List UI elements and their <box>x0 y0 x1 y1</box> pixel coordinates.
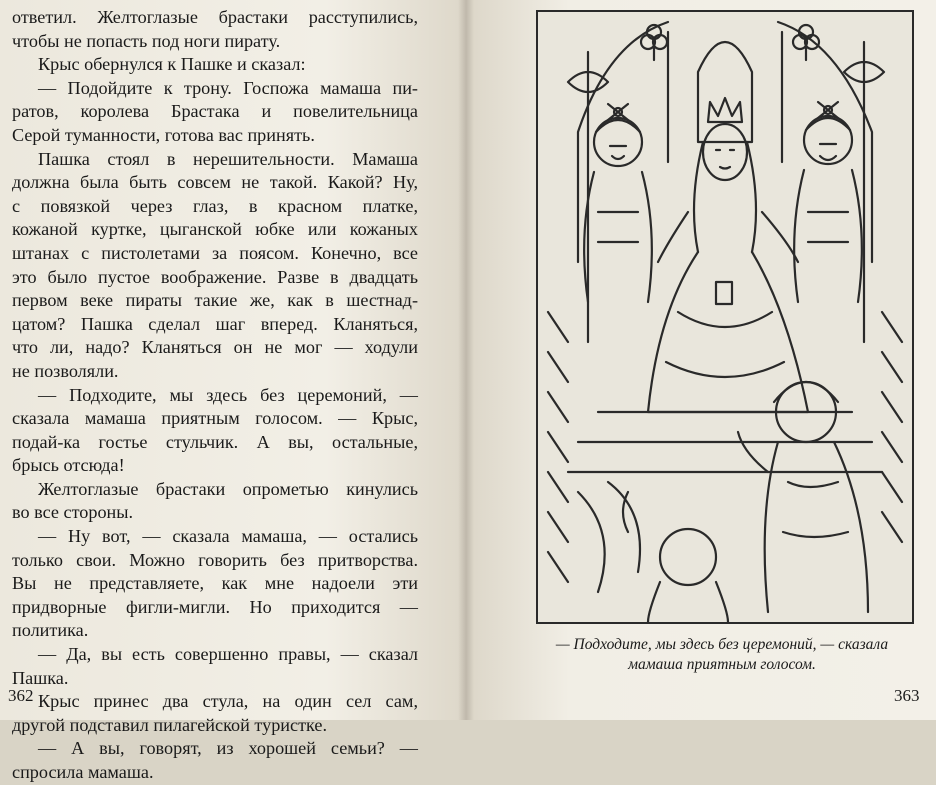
text-line: сказала мамаша приятным голосом. — Крыс, <box>12 408 418 429</box>
throne-scene-drawing <box>538 12 912 622</box>
text-line: другой подставил пилагейской туристке. <box>12 714 328 735</box>
text-line: — А вы, говорят, из хорошей семьи? — <box>38 738 418 759</box>
text-line: что ли, надо? Кланяться он не мог — ходули <box>12 337 418 358</box>
text-line: Серой туманности, готова вас принять. <box>12 124 315 145</box>
text-line: не позволяли. <box>12 360 119 381</box>
hatching <box>548 312 568 582</box>
text-line: — Да, вы есть совершенно правы, — сказал <box>38 644 418 665</box>
left-page-text <box>12 6 418 785</box>
text-line: Пашка стоял в нерешительности. Мамаша <box>38 148 418 169</box>
text-line: Крыс принес два стула, на один сел сам, <box>38 691 418 712</box>
illustration-caption <box>512 635 932 675</box>
left-guard <box>584 104 652 302</box>
text-line: Вы не представляете, как мне надоели эти <box>12 573 418 594</box>
queen-figure <box>648 98 808 412</box>
text-line: подай-ка гостье стульчик. А вы, остальные, <box>12 431 418 452</box>
text-line: брысь отсюда! <box>12 455 125 476</box>
right-guard <box>794 102 862 302</box>
text-line: Желтоглазые брастаки опрометью кинулись <box>38 478 418 499</box>
text-line: — Подойдите к трону. Госпожа мамаша пи- <box>38 77 418 98</box>
cat-pirate <box>738 382 868 612</box>
throne-back <box>698 42 752 142</box>
text-line: только свои. Можно говорить без притворства. <box>12 549 418 570</box>
text-line: штанах с пистолетами за поясом. Конечно, все <box>12 242 418 263</box>
text-line: кожаной куртке, цыганской юбке или кожаных <box>12 219 418 240</box>
text-line: чтобы не попасть под ноги пирату. <box>12 30 281 51</box>
text-line: цатом? Пашка сделал шаг вперед. Кланяться, <box>12 313 418 334</box>
foliage <box>578 482 640 592</box>
crown-icon <box>708 98 742 122</box>
clover-icon <box>641 25 667 60</box>
hatching <box>882 312 902 542</box>
text-line: политика. <box>12 620 89 641</box>
left-page <box>0 0 466 782</box>
text-line: Крыс обернулся к Пашке и сказал: <box>38 54 306 75</box>
text-line: Пашка. <box>12 667 69 688</box>
text-line: во все стороны. <box>12 502 134 523</box>
text-line: — Подходите, мы здесь без церемоний, — <box>38 384 418 405</box>
text-line: придворные фигли-мигли. Но приходится — <box>12 596 418 617</box>
text-line: с повязкой через глаз, в красном платке, <box>12 195 418 216</box>
illustration <box>536 10 914 624</box>
text-line: первом веке пираты такие же, как в шестнад- <box>12 290 418 311</box>
text-line: должна была быть совсем не такой. Какой? Ну, <box>12 172 418 193</box>
text-line: — Ну вот, — сказала мамаша, — остались <box>38 526 418 547</box>
text-line: это было пустое воображение. Разве в двадцать <box>12 266 418 287</box>
page-number: 363 <box>894 686 920 705</box>
text-line: ратов, королева Брастака и повелительница <box>12 101 418 122</box>
right-page <box>466 0 936 720</box>
arch-line <box>778 22 872 262</box>
caption-line: мамаша приятным голосом. <box>628 656 816 673</box>
text-line: ответил. Желтоглазые брастаки расступились, <box>12 7 418 27</box>
page-number: 362 <box>8 686 34 705</box>
text-line: спросила мамаша. <box>12 762 154 782</box>
caption-line: — Подходите, мы здесь без церемоний, — сказала <box>555 636 889 653</box>
book-gutter <box>458 0 474 720</box>
